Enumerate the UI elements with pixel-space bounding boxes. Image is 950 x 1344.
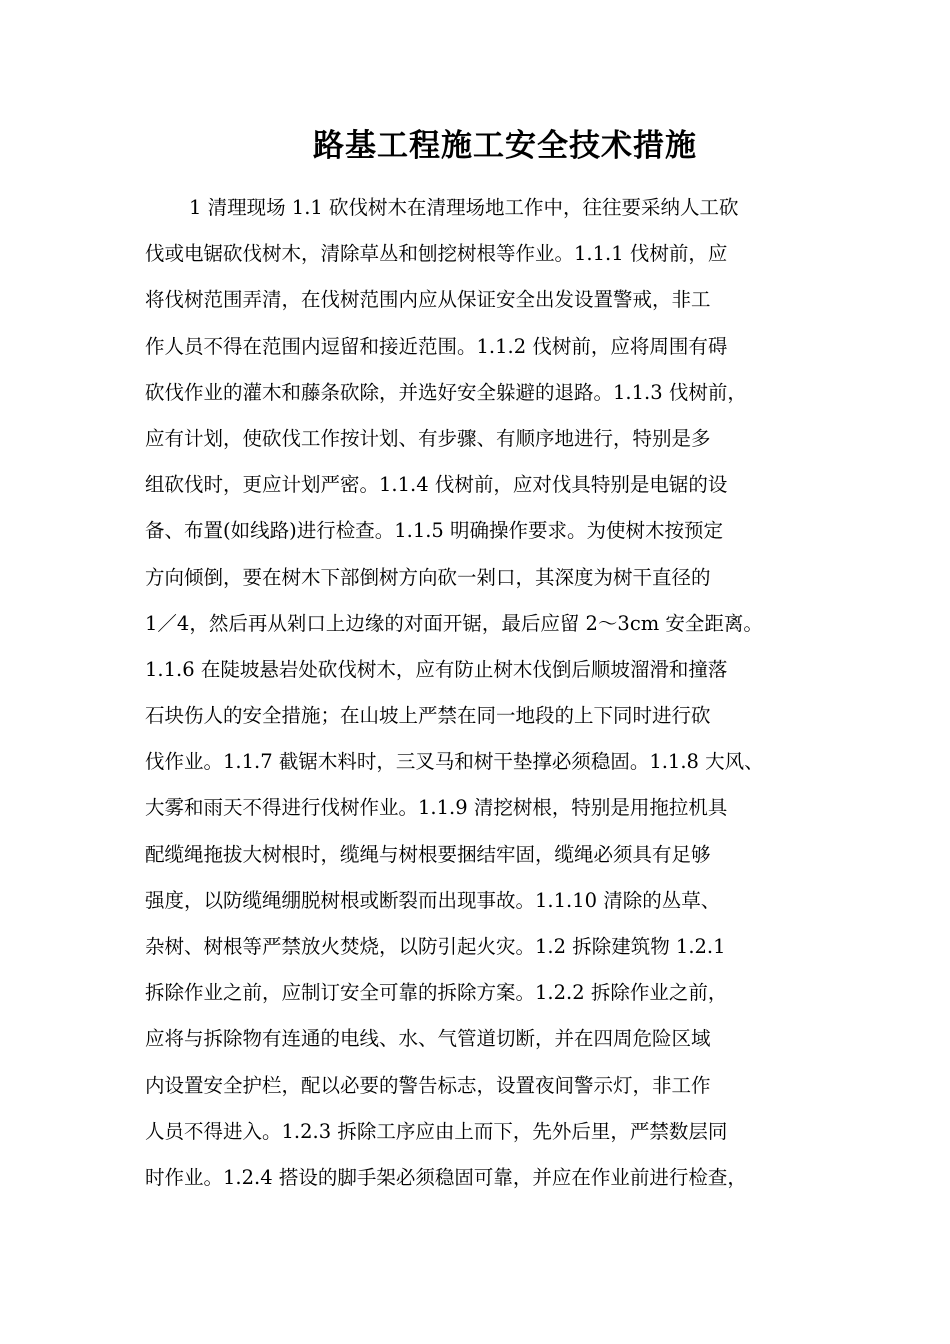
text-line: 应有计划，使砍伐工作按计划、有步骤、有顺序地进行，特别是多 bbox=[145, 426, 711, 450]
document-body bbox=[145, 185, 835, 1201]
text-line: 杂树、树根等严禁放火焚烧，以防引起火灾。1.2 拆除建筑物 1.2.1 bbox=[145, 935, 726, 958]
text-line: 大雾和雨天不得进行伐树作业。1.1.9 清挖树根，特别是用拖拉机具 bbox=[145, 796, 728, 820]
text-line: 时作业。1.2.4 搭设的脚手架必须稳固可靠，并应在作业前进行检查， bbox=[145, 1165, 747, 1189]
text-line: 1／4，然后再从剁口上边缘的对面开锯，最后应留 2～3cm 安全距离。 bbox=[145, 611, 763, 635]
text-line: 作人员不得在范围内逗留和接近范围。1.1.2 伐树前，应将周围有碍 bbox=[145, 334, 728, 358]
text-line: 砍伐作业的灌木和藤条砍除，并选好安全躲避的退路。1.1.3 伐树前， bbox=[145, 380, 747, 404]
text-line: 配缆绳拖拔大树根时，缆绳与树根要捆结牢固，缆绳必须具有足够 bbox=[145, 842, 711, 866]
text-line: 伐作业。1.1.7 截锯木料时，三叉马和树干垫撑必须稳固。1.1.8 大风、 bbox=[145, 750, 764, 774]
document-title: 路基工程施工安全技术措施 bbox=[313, 128, 697, 164]
text-line: 伐或电锯砍伐树木，清除草丛和刨挖树根等作业。1.1.1 伐树前，应 bbox=[145, 242, 728, 266]
text-line: 内设置安全护栏，配以必要的警告标志，设置夜间警示灯，非工作 bbox=[145, 1073, 711, 1097]
text-line: 备、布置(如线路)进行检查。1.1.5 明确操作要求。为使树木按预定 bbox=[145, 519, 724, 543]
text-line: 石块伤人的安全措施；在山坡上严禁在同一地段的上下同时进行砍 bbox=[145, 704, 711, 728]
text-line: 拆除作业之前，应制订安全可靠的拆除方案。1.2.2 拆除作业之前， bbox=[145, 981, 728, 1005]
text-line: 应将与拆除物有连通的电线、水、气管道切断，并在四周危险区域 bbox=[145, 1027, 711, 1051]
text-line: 人员不得进入。1.2.3 拆除工序应由上而下，先外后里，严禁数层同 bbox=[145, 1119, 728, 1143]
text-line: 1.1.6 在陡坡悬岩处砍伐树木，应有防止树木伐倒后顺坡溜滑和撞落 bbox=[145, 657, 728, 681]
text-line: 将伐树范围弄清，在伐树范围内应从保证安全出发设置警戒，非工 bbox=[145, 288, 711, 312]
text-line: 组砍伐时，更应计划严密。1.1.4 伐树前，应对伐具特别是电锯的设 bbox=[145, 473, 728, 497]
text-line: 强度，以防缆绳绷脱树根或断裂而出现事故。1.1.10 清除的丛草、 bbox=[145, 888, 721, 912]
text-line: 1 清理现场 1.1 砍伐树木在清理场地工作中，往往要采纳人工砍 bbox=[189, 196, 739, 219]
text-line: 方向倾倒，要在树木下部倒树方向砍一剁口，其深度为树干直径的 bbox=[145, 565, 711, 589]
